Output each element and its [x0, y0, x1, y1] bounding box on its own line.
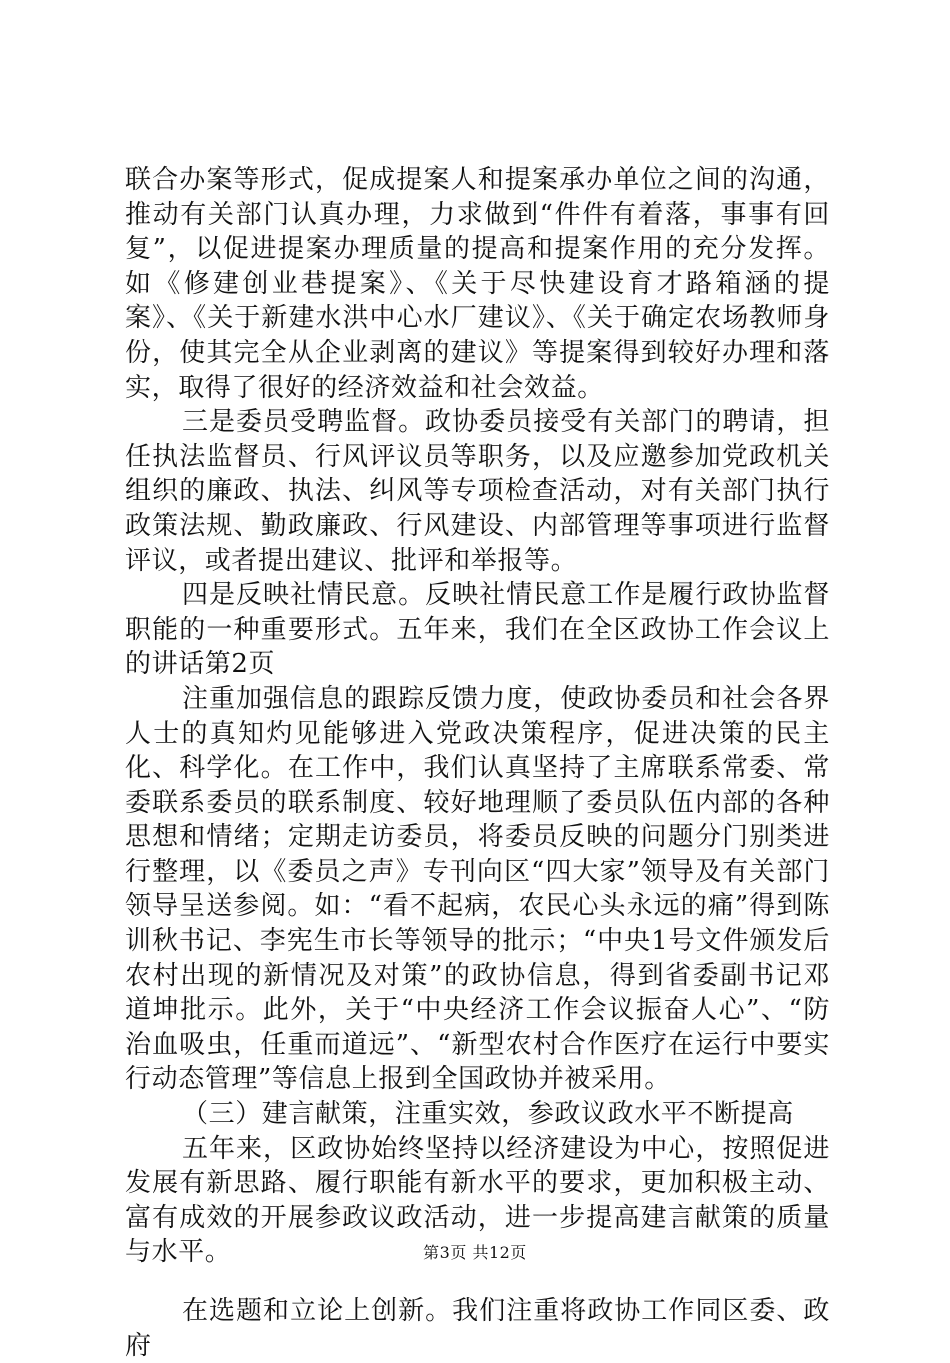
- page-number-label: 第3页 共12页: [423, 1243, 527, 1262]
- paragraph-topic-innovation: 在选题和立论上创新。我们注重将政协工作同区委、政府: [125, 1296, 830, 1361]
- page-footer: [0, 1240, 950, 1263]
- paragraph-member-supervision: 三是委员受聘监督。政协委员接受有关部门的聘请，担任执法监督员、行风评议员等职务，以及应邀参加党政机关组织的廉政、执法、纠风等专项检查活动，对有关部门执行政策法规、勤政廉政、行风建设、内部管理等事项进行监督评议，或者提出建议、批评和举报等。: [125, 407, 830, 576]
- section-heading-advice: （三）建言献策，注重实效，参政议政水平不断提高: [182, 1099, 794, 1130]
- paragraph-proposal-handling: 联合办案等形式，促成提案人和提案承办单位之间的沟通，推动有关部门认真办理，力求做到“件件有着落，事事有回复”，以促进提案办理质量的提高和提案作用的充分发挥。如《修建创业巷提案》、《关于尽快建设育才路箱涵的提案》、《关于新建水洪中心水厂建议》、《关于确定农场教师身份，使其完全从企业剥离的建议》等提案得到较好办理和落实，取得了很好的经济效益和社会效益。: [125, 165, 830, 403]
- document-body: [125, 163, 830, 1363]
- paragraph-public-opinion: 四是反映社情民意。反映社情民意工作是履行政协监督职能的一种重要形式。五年来，我们在全区政协工作会议上的讲话第2页: [125, 580, 830, 680]
- paragraph-information-feedback: 注重加强信息的跟踪反馈力度，使政协委员和社会各界人士的真知灼见能够进入党政决策程序，促进决策的民主化、科学化。在工作中，我们认真坚持了主席联系常委、常委联系委员的联系制度、较好地理顺了委员队伍内部的各种思想和情绪；定期走访委员，将委员反映的问题分门别类进行整理，以《委员之声》专刊向区“四大家”领导及有关部门领导呈送参阅。如：“看不起病，农民心头永远的痛”得到陈训秋书记、李宪生市长等领导的批示；“中央1号文件颁发后农村出现的新情况及对策”的政协信息，得到省委副书记邓道坤批示。此外，关于“中央经济工作会议振奋人心”、“防治血吸虫，任重而道远”、“新型农村合作医疗在运行中要实行动态管理”等信息上报到全国政协并被采用。: [125, 683, 830, 1095]
- paragraph-five-years: 五年来，区政协始终坚持以经济建设为中心，按照促进发展有新思路、履行职能有新水平的要求，更加积极主动、富有成效的开展参政议政活动，进一步提高建言献策的质量与水平。: [125, 1133, 830, 1268]
